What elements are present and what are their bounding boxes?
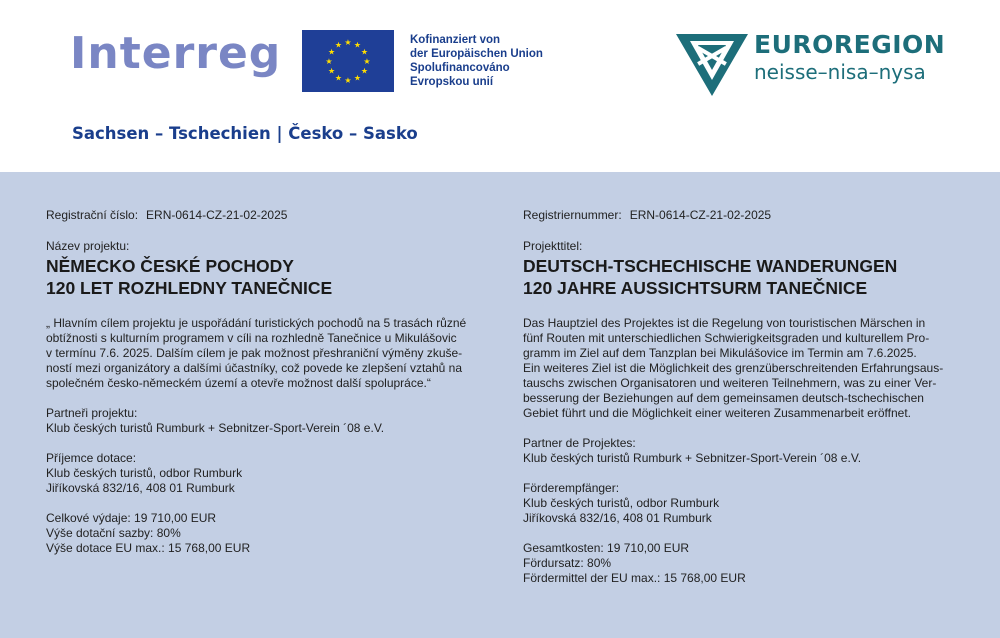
cost-line: Výše dotační sazby: 80% (46, 526, 181, 540)
description-line: Gebiet führt und die Möglichkeit einer weiteren Zusammenarbeit eröffnet. (523, 406, 911, 420)
eu-star-icon: ★ (344, 38, 352, 47)
project-title-line: 120 JAHRE AUSSICHTSURM TANEČNICE (523, 278, 868, 298)
registration-number: ERN-0614-CZ-21-02-2025 (629, 208, 772, 222)
description-line: Das Hauptziel des Projektes ist die Regelung von touristischen Märschen in (523, 316, 926, 330)
cost-line: Fördermittel der EU max.: 15 768,00 EUR (523, 571, 746, 585)
programme-subtitle: Sachsen – Tschechien | Česko – Sasko (72, 124, 418, 143)
description-line: gramm im Ziel auf dem Tanzplan bei Mikulášovice im Termin am 7.6.2025. (523, 346, 917, 360)
description-line: společném česko-německém území a otevře možnost další spolupráce.“ (46, 376, 431, 390)
project-description (523, 316, 953, 421)
cost-line: Fördursatz: 80% (523, 556, 612, 570)
partners-value: Klub českých turistů Rumburk + Sebnitzer-Sport-Verein ´08 e.V. (46, 421, 385, 435)
project-title-label: Projekttitel: (523, 239, 583, 253)
project-title-label: Název projektu: (46, 239, 130, 253)
interreg-logo: Interreg (70, 28, 282, 79)
eu-star-icon: ★ (344, 76, 352, 85)
project-description (46, 316, 496, 391)
euroregion-subtitle: neisse–nisa–nysa (754, 60, 926, 84)
cost-line: Výše dotace EU max.: 15 768,00 EUR (46, 541, 251, 555)
partners-label: Partneři projektu: (46, 406, 138, 420)
eu-star-icon: ★ (363, 57, 371, 66)
description-line: tauschs zwischen Organisatoren und weiteren Teilnehmern, was zu einer Ver- (523, 376, 937, 390)
eu-star-icon: ★ (360, 47, 369, 57)
registration-row (523, 208, 953, 223)
description-line: Ein weiteres Ziel ist die Möglichkeit des grenzüberschreitenden Erfahrungsaus- (523, 361, 944, 375)
recipient-line: Klub českých turistů, odbor Rumburk (46, 466, 243, 480)
registration-row (46, 208, 496, 223)
eu-star-icon: ★ (325, 57, 333, 66)
recipient-line: Klub českých turistů, odbor Rumburk (523, 496, 720, 510)
recipient-label: Förderempfänger: (523, 481, 620, 495)
recipient-label: Příjemce dotace: (46, 451, 137, 465)
partners-value: Klub českých turistů Rumburk + Sebnitzer-Sport-Verein ´08 e.V. (523, 451, 862, 465)
cofinanced-line: Evropskou unií (410, 76, 494, 88)
registration-label: Registriernummer: (523, 208, 622, 222)
cofinanced-note (410, 33, 543, 89)
eu-star-icon: ★ (327, 66, 336, 76)
eu-star-icon: ★ (360, 66, 369, 76)
recipient-line: Jiříkovská 832/16, 408 01 Rumburk (46, 481, 235, 495)
registration-number: ERN-0614-CZ-21-02-2025 (146, 208, 288, 222)
description-line: ností mezi organizátory a dalšími účastníky, což povede ke zlepšení vztahů na (46, 361, 462, 375)
cofinanced-line: der Europäischen Union (410, 48, 543, 60)
project-title-line: DEUTSCH-TSCHECHISCHE WANDERUNGEN (523, 256, 898, 276)
euroregion-title: EUROREGION (754, 30, 946, 59)
description-line: fünf Routen mit unterschiedlichen Schwierigkeitsgraden und kulturellem Pro- (523, 331, 930, 345)
czech-column (46, 208, 496, 556)
eu-star-icon: ★ (353, 40, 362, 50)
description-line: v termínu 7.6. 2025. Dalším cílem je pak možnost přeshraniční výměny zkuše- (46, 346, 463, 360)
german-column (523, 208, 953, 586)
cost-line: Celkové výdaje: 19 710,00 EUR (46, 511, 217, 525)
project-title-line: 120 LET ROZHLEDNY TANEČNICE (46, 278, 333, 298)
eu-star-icon: ★ (334, 73, 343, 83)
description-line: besserung der Beziehungen auf dem gemeinsamen deutsch-tschechischen (523, 391, 924, 405)
description-line: „ Hlavním cílem projektu je uspořádání turistických pochodů na 5 trasách různé (46, 316, 467, 330)
eu-flag-icon (302, 30, 394, 92)
cost-line: Gesamtkosten: 19 710,00 EUR (523, 541, 690, 555)
description-line: obtížnosti s kulturním programem v cíli na rozhledně Tanečnice u Mikulášovic (46, 331, 457, 345)
eu-star-icon: ★ (353, 73, 362, 83)
partners-label: Partner de Projektes: (523, 436, 636, 450)
registration-label: Registrační číslo: (46, 208, 139, 222)
header (0, 0, 1000, 172)
cofinanced-line: Spolufinancováno (410, 62, 510, 74)
eu-star-icon: ★ (327, 47, 336, 57)
eu-star-icon: ★ (334, 40, 343, 50)
recipient-line: Jiříkovská 832/16, 408 01 Rumburk (523, 511, 712, 525)
project-title-line: NĚMECKO ČESKÉ POCHODY (46, 256, 294, 276)
euroregion-emblem-icon (676, 32, 748, 98)
cofinanced-line: Kofinanziert von (410, 34, 501, 46)
